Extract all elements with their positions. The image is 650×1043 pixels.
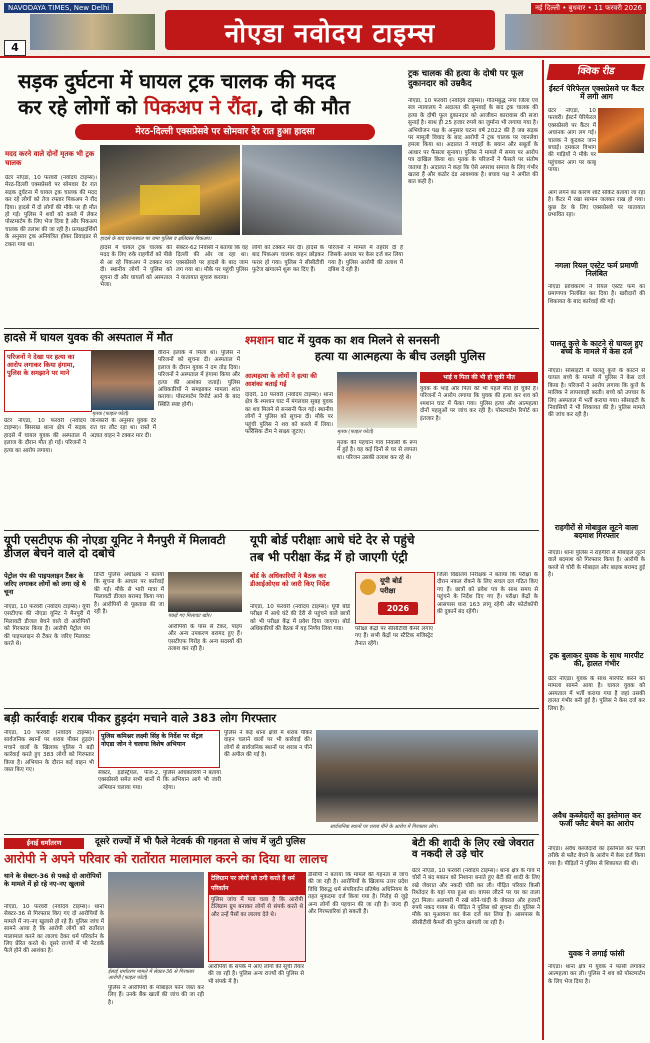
board-body-col2: परीक्षा केंद्रों पर सीसीटीवी कैमरे लगाए गए हैं। सभी केंद्रों पर स्टैटिक मजिस्ट्रेट तैनात रहेंगे। <box>355 626 433 647</box>
section-rule-2 <box>4 530 539 531</box>
page-number: 4 <box>4 40 26 56</box>
fraud-sub: थाने के सेक्टर-36 से पकड़े दो आरोपियों के मामले में हो रहे नए-नए खुलासे <box>4 872 102 888</box>
liquor-body-col2: सेक्टर, इंडस्ट्रियल, फेज-2, एक्सप्रेसवे समेत सभी थानों में अभियान चलाया गया। <box>98 770 160 791</box>
fraud-headline-top: दूसरे राज्यों में भी फैले नेटवर्क की गहनता से जांच में जुटी पुलिस <box>95 837 306 847</box>
cremation-headline: श्मशान घाट में युवक का शव मिलने से सनसनी <box>245 333 440 347</box>
section-rule-3 <box>4 708 539 709</box>
truck-story-headline: ट्रक चालक की हत्या के दोषी पर फूल दुकानदार को उम्रकैद <box>408 69 524 89</box>
quickread-item6-body: नोएडा। अवैध कब्जेदारों का इस्तेमाल कर फर्जी तरीके से फ्लैट बेचने के आरोप में केस दर्ज किया गया है। पीड़ितों ने पुलिस से शिकायत की थी। <box>548 846 645 867</box>
liquor-body-col3: पुलिस अधिकारियों ने बताया कि अभियान आगे भी जारी रहेगा। <box>163 770 221 791</box>
quickread-title: क्विक रीड <box>547 64 646 80</box>
masthead-collage-right <box>505 14 645 50</box>
stf-photo-caption: पकड़े गए मिलावट खोर। <box>168 613 212 619</box>
board-badge-line1: यूपी बोर्ड <box>380 577 402 585</box>
lead-headline-highlight: पिकअप ने रौंदा <box>143 95 257 119</box>
fraud-section-tag: ईनाई धर्मांतरण <box>4 838 84 849</box>
fraud-photo <box>108 872 204 968</box>
hospital-body-col1b: जानकारी के अनुसार युवक देर रात घर लौट रहा था। रास्ते में अज्ञात वाहन ने टक्कर मार दी। <box>90 418 156 439</box>
quickread-item3-body: नोएडा। सोसाइटी में पालतू कुत्ते के काटने से घायल बच्चे के मामले में पुलिस ने केस दर्ज किया है। परिजनों ने आरोप लगाया कि कुत्ते के मालिक ने लापरवाही बरती। बच्चे को उपचार के लिए अस्पताल में भर्ती कराया गया। सोसाइटी के निवासियों ने भी शिकायत की है। पुलिस मामले की जांच कर रही है। <box>548 368 645 419</box>
section-rule-4 <box>4 834 539 835</box>
cremation-photo <box>337 372 417 428</box>
quickread-divider <box>542 60 544 1040</box>
cremation-photo-caption: मृतक (फाइल फोटो) <box>337 429 374 435</box>
quickread-item7-head: युवक ने लगाई फांसी <box>568 949 625 958</box>
wedding-headline: बेटी की शादी के लिए रखे जेवरात व नकदी ले उड़े चोर <box>412 838 534 861</box>
liquor-body-col4: पुलिस ने कई थाना क्षेत्रों में शराब पीकर वाहन चलाने वालों पर भी कार्रवाई की। लोगों से सार्वजनिक स्थानों पर शराब न पीने की अपील की गई है। <box>224 730 312 759</box>
liquor-body-col1: नोएडा, 10 फरवरी (नवोदय टाइम्स)। सार्वजनिक स्थानों पर शराब पीकर हुड़दंग मचाने वालों के खिलाफ पुलिस ने बड़ी कार्रवाई करते हुए 383 लोगों को गिरफ्तार किया है। अभियान के दौरान कई वाहन भी जब्त किए गए। <box>4 730 94 774</box>
lead-headline-line2: कर रहे लोगों को पिकअप ने रौंदा, दो की मौत <box>18 95 351 119</box>
fraud-headline: आरोपी ने अपने परिवार को रातोंरात मालामाल करने का दिया था लालच <box>4 851 328 866</box>
liquor-photo-caption: सार्वजनिक स्थानों पर शराब पीने के आरोप में गिरफ्तार लोग। <box>330 824 438 830</box>
fraud-body-col4: डीसीपी ने बताया कि मामले की गहनता से जांच की जा रही है। आरोपियों के खिलाफ उत्तर प्रदेश विधि विरुद्ध धर्म संपरिवर्तन प्रतिषेध अधिनियम के तहत मुकदमा दर्ज किया गया है। गिरोह से जुड़े अन्य लोगों की पहचान की जा रही है। जल्द ही और गिरफ्तारियां हो सकती हैं। <box>308 872 408 916</box>
hospital-headline: हादसे में घायल युवक की अस्पताल में मौत <box>4 331 173 344</box>
hospital-body-col1: ग्रेटर नोएडा, 10 फरवरी (नवोदय टाइम्स)। बिसरख थाना क्षेत्र में सड़क हादसे में घायल युवक की अस्पताल में इलाज के दौरान मौत हो गई। परिजनों ने हत्या का आरोप लगाया। <box>4 418 86 454</box>
cremation-body-col3: युवक के भाई और पिता की भी पहले मौत हो चुकी है। परिजनों ने आरोप लगाया कि युवक की हत्या कर शव को श्मशान घाट में फेंका गया। पुलिस हत्या और आत्महत्या दोनों पहलुओं पर जांच कर रही है। पोस्टमार्टम रिपोर्ट का इंतजार है। <box>420 386 538 422</box>
board-body-col3: जिला विद्यालय निरीक्षक ने बताया कि परीक्षा के दौरान नकल रोकने के लिए सचल दल गठित किए गए हैं। छात्रों को प्रवेश पत्र के साथ समय से पहुंचने के निर्देश दिए गए हैं। परीक्षा केंद्रों के आसपास धारा 163 लागू रहेगी और फोटोकॉपी की दुकानें बंद रहेंगी। <box>437 572 538 616</box>
lead-photo-2 <box>242 145 402 235</box>
lead-photo-caption: हादसे के बाद घटनास्थल पर जमा पुलिस व क्षतिग्रस्त पिकअप। <box>100 236 212 242</box>
board-body-col1: नोएडा, 10 फरवरी (नवोदय टाइम्स)। यूपी बोर्ड परीक्षा में आधे घंटे की देरी से पहुंचने वाले छात्रों को भी परीक्षा केंद्र में प्रवेश दिया जाएगा। बोर्ड अधिकारियों की बैठक में यह निर्णय लिया गया। <box>250 604 350 633</box>
quickread-item5-body: ग्रेटर नोएडा। युवक के साथ मारपीट करने का मामला सामने आया है। घायल युवक को अस्पताल में भर्ती कराया गया है जहां उसकी हालत गंभीर बनी हुई है। पुलिस ने केस दर्ज कर लिया है। <box>548 676 645 712</box>
board-badge <box>355 572 435 624</box>
fraud-photo-caption: ईसाई धर्मांतरण मामले में सेक्टर-36 से गिरफ्तार आरोपी (फाइल फोटो) <box>108 969 194 981</box>
fraud-body-col2: पुलिस ने आरोपियों के मोबाइल फोन जब्त कर लिए हैं। उनके बैंक खातों की जांच की जा रही है। <box>108 985 204 1006</box>
quickread-item7-body: नोएडा। थाना क्षेत्र में युवक ने फांसी लगाकर आत्महत्या कर ली। पुलिस ने शव को पोस्टमार्टम के लिए भेज दिया है। <box>548 964 645 985</box>
stf-headline: यूपी एसटीएफ की नोएडा यूनिट ने मैनपुरी में मिलावटी डीजल बेचने वाले दो दबोचे <box>4 533 226 560</box>
lead-body-col5: परिजनों ने मामले में तहरीर दी है जिसके आधार पर केस दर्ज कर लिया गया है। पुलिस आरोपी की तलाश में दबिश दे रही है। <box>328 245 403 274</box>
lead-body-col3: सेक्टर-62 निवासी ने बताया कि वह दिल्ली की ओर जा रहा था। एक्सप्रेसवे पर हादसे के बाद जाम लग गया था। मौके पर पहुंची पुलिस ने यातायात सुचारु कराया। <box>176 245 248 281</box>
quickread-item3-head: पालतू कुत्ते के काटने से घायल हुए बच्चे के मामले में केस दर्ज <box>550 339 643 357</box>
fraud-box <box>208 872 306 962</box>
cremation-sidebar: आत्महत्या के लोगों ने हत्या की आशंका बताई गई <box>245 372 317 388</box>
hospital-box-text: परिजनों ने देखा पर हत्या का आरोप लगाकर किया हंगामा, पुलिस के समझाने पर माने <box>7 353 75 377</box>
hospital-photo-caption: मृतक (फाइल फोटो) <box>92 411 129 417</box>
stf-body-col1: नोएडा, 10 फरवरी (नवोदय टाइम्स)। यूपी एसटीएफ की नोएडा यूनिट ने मैनपुरी में मिलावटी डीजल बेचने वाले दो आरोपियों को गिरफ्तार किया है। आरोपी पेट्रोल पंप की पाइपलाइन से टैंकर के जरिए मिलावट करते थे। <box>4 604 90 648</box>
masthead-collage-left <box>30 14 155 50</box>
quickread-item4-head: राहगीरों से मोबाइल लूटने वाला बदमाश गिरफ्तार <box>554 523 639 541</box>
wedding-body: ग्रेटर नोएडा, 10 फरवरी (नवोदय टाइम्स)। थाना क्षेत्र के गांव में चोरों ने बंद मकान को निशाना बनाते हुए बेटी की शादी के लिए रखे जेवरात और नकदी चोरी कर ली। पीड़ित परिवार किसी रिश्तेदार के यहां गया हुआ था। वापस लौटने पर घर का ताला टूटा मिला। अलमारी में रखे सोने-चांदी के जेवरात और हजारों रुपये नकद गायब थे। पीड़ित ने पुलिस को सूचना दी। पुलिस ने मौके का मुआयना कर केस दर्ज कर लिया है। आसपास के सीसीटीवी कैमरों की फुटेज खंगाली जा रही है। <box>412 868 540 926</box>
liquor-box <box>98 730 220 768</box>
lead-photo <box>100 145 240 235</box>
hospital-box <box>4 350 92 412</box>
lead-body-col2: हादसे में घायल ट्रक चालक की मदद के लिए रुके राहगीरों को पीछे से आ रहे पिकअप ने टक्कर मार दी। स्थानीय लोगों ने पुलिस को सूचना दी और घायलों को अस्पताल भेजा। <box>100 245 172 289</box>
date-line: नई दिल्ली • बुधवार • 11 फरवरी 2026 <box>531 3 646 14</box>
cremation-tag: भाई व पिता की भी हो चुकी मौत <box>420 372 538 383</box>
stf-body-col3: आरोपियों के पास से टैंकर, पाइप और अन्य उपकरण बरामद हुए हैं। एसटीएफ गिरोह के अन्य सदस्यों की तलाश कर रही है। <box>168 624 242 653</box>
stf-photo <box>168 572 242 612</box>
section-rule <box>4 328 539 329</box>
fraud-body-col1: नोएडा, 10 फरवरी (नवोदय टाइम्स)। थाना सेक्टर-36 से गिरफ्तार किए गए दो आरोपियों के मामले में नए-नए खुलासे हो रहे हैं। पुलिस जांच में सामने आया है कि आरोपी लोगों को रातोंरात मालामाल करने का लालच देकर धर्म परिवर्तन के लिए प्रेरित करते थे। दूसरे राज्यों में भी नेटवर्क फैले होने की आशंका है। <box>4 904 104 955</box>
quickread-item1-head: ईस्टर्न पेरिफेरल एक्सप्रेसवे पर कैंटर में लगी आग <box>549 84 644 102</box>
truck-story-body: नोएडा, 10 फरवरी (नवोदय टाइम्स)। गौतमबुद्ध नगर जिला एवं सत्र न्यायालय ने अदालत की सुनवाई के बाद ट्रक चालक की हत्या के दोषी फूल दुकानदार को आजीवन कारावास की सजा सुनाई है। साथ ही 25 हजार रुपये का जुर्माना भी लगाया गया है। अभियोजन पक्ष के अनुसार घटना वर्ष 2022 की है जब सड़क पर मामूली विवाद के बाद आरोपी ने ट्रक चालक पर जानलेवा हमला किया था। अदालत ने गवाहों के बयान और सबूतों के आधार पर फैसला सुनाया। पुलिस ने मामले में समय पर आरोप पत्र दाखिल किया था। मृतक के परिजनों ने फैसले पर संतोष जताया है। अदालत ने कहा कि ऐसे अपराध समाज के लिए गंभीर खतरा हैं और कठोर दंड आवश्यक है। बचाव पक्ष ने अपील की बात कही है। <box>408 98 538 186</box>
quickread-item2-head: नगला रियल एस्टेट फर्म प्रमाणी निलंबित <box>554 261 639 279</box>
quickread-fire-photo <box>598 108 644 153</box>
lead-body-col4: लोगों को टक्कर मार दी। हादसे के बाद पिकअप चालक वाहन छोड़कर फरार हो गया। पुलिस ने सीसीटीवी फुटेज खंगालने शुरू कर दिए हैं। <box>252 245 324 274</box>
lead-body-col1: ग्रेटर नोएडा, 10 फरवरी (नवोदय टाइम्स)। मेरठ-दिल्ली एक्सप्रेसवे पर सोमवार देर रात सड़क दुर्घटना में घायल ट्रक चालक की मदद कर रहे लोगों को तेज रफ्तार पिकअप ने रौंद दिया। हादसे में दो लोगों की मौके पर ही मौत हो गई। पुलिस ने शवों को कब्जे में लेकर पोस्टमार्टम के लिए भेज दिया है और पिकअप चालक की तलाश की जा रही है। प्रत्यक्षदर्शियों के अनुसार ट्रक अनियंत्रित होकर डिवाइडर से टकरा गया था। <box>5 175 97 248</box>
lead-side-head: मदद करने वाले दोनों मृतक भी ट्रक चालक <box>5 150 95 167</box>
lead-strap: मेरठ-दिल्ली एक्सप्रेसवे पर सोमवार देर रात हुआ हादसा <box>75 124 375 140</box>
hospital-photo <box>92 350 154 410</box>
liquor-photo <box>316 730 538 822</box>
cremation-headline-line2: हत्या या आत्महत्या के बीच उलझी पुलिस <box>314 349 486 363</box>
liquor-headline: बड़ी कार्रवाईः शराब पीकर हुड़दंग मचाने वाले 383 लोग गिरफ्तार <box>4 711 277 725</box>
quickread-item4-body: नोएडा। थाना पुलिस ने राहगीरों से मोबाइल लूटने वाले बदमाश को गिरफ्तार किया है। आरोपी के कब्जे से चोरी के मोबाइल और बाइक बरामद हुई है। <box>548 550 645 579</box>
quickread-item6-head: अवैध कब्जेदारों का इस्तेमाल कर फर्जी फ्लैट बेचने का आरोप <box>552 811 641 829</box>
newspaper-logo: नोएडा नवोदय टाइम्स <box>224 19 436 49</box>
stf-body-col2: डिप्टी पुलिस अधीक्षक ने बताया कि सूचना के आधार पर कार्रवाई की गई। मौके से भारी मात्रा में मिलावटी डीजल बरामद किया गया है। आरोपियों से पूछताछ की जा रही है। <box>94 572 164 616</box>
fraud-box-title: टेलिग्राम पर लोगों को ठगी करते हैं धर्म परिवर्तन <box>209 873 305 895</box>
liquor-box-text: पुलिस कमिश्नर लक्ष्मी सिंह के निर्देश पर सेंट्रल नोएडा जोन ने चलाया विशेष अभियान <box>101 733 203 748</box>
up-board-emblem-icon <box>360 579 376 595</box>
stf-sub: पेट्रोल पंप की पाइपलाइन टैंकर के जरिए लगाकर लोगों को लगा रहे थे चूना <box>4 572 86 596</box>
board-sub: बोर्ड के अधिकारियों ने बैठक कर डीआईओएस को जारी किए निर्देश <box>250 572 330 588</box>
edition-tag: NAVODAYA TIMES, New Delhi <box>4 3 113 13</box>
fraud-box-body: पुलिस जांच में पता चला है कि आरोपी टेलिग्राम ग्रुप बनाकर लोगों से संपर्क करते थे और उन्हें पैसों का लालच देते थे। <box>211 897 303 918</box>
quickread-item1-body-b: आग लगने का कारण शॉर्ट सर्किट बताया जा रहा है। कैंटर में रखा सामान जलकर राख हो गया। कुछ देर के लिए एक्सप्रेसवे पर यातायात प्रभावित रहा। <box>548 190 645 219</box>
pickup-vehicle-shape <box>140 185 200 215</box>
quickread-item2-body: नोएडा प्राधिकरण ने रियल एस्टेट फर्म का प्रमाणपत्र निलंबित कर दिया है। खरीदारों की शिकायत के बाद कार्रवाई की गई। <box>548 284 645 305</box>
board-badge-year: 2026 <box>378 602 418 615</box>
quickread-item1-body-a: ग्रेटर नोएडा, 10 फरवरी। ईस्टर्न पेरिफेरल एक्सप्रेसवे पर कैंटर में अचानक आग लग गई। चालक ने कूदकर जान बचाई। दमकल विभाग की गाड़ियों ने मौके पर पहुंचकर आग पर काबू पाया। <box>548 108 596 174</box>
cremation-body-col1: दादरी, 10 फरवरी (नवोदय टाइम्स)। थाना क्षेत्र के श्मशान घाट में मंगलवार सुबह युवक का शव मिलने से सनसनी फैल गई। स्थानीय लोगों ने पुलिस को सूचना दी। मौके पर पहुंची पुलिस ने शव को कब्जे में लिया। फॉरेंसिक टीम ने साक्ष्य जुटाए। <box>245 392 333 436</box>
hospital-body-col2: वीरान इलाके में मिला था। पुलिस ने परिजनों को सूचना दी। अस्पताल में इलाज के दौरान युवक ने दम तोड़ दिया। परिजनों ने अस्पताल में हंगामा किया और हत्या की आशंका जताई। पुलिस अधिकारियों ने समझाकर मामला शांत कराया। पोस्टमार्टम रिपोर्ट आने के बाद स्थिति स्पष्ट होगी। <box>158 350 240 408</box>
board-headline-line2: तब भी परीक्षा केंद्र में हो जाएगी एंट्री <box>250 550 408 564</box>
lead-headline-line1: सड़क दुर्घटना में घायल ट्रक चालक की मदद <box>18 69 336 93</box>
fraud-body-col3: आरोपियों के संपर्क में आए लोगों की सूची तैयार की जा रही है। पुलिस अन्य राज्यों की पुलिस से भी संपर्क में है। <box>208 964 304 985</box>
board-badge-line2: परीक्षा <box>380 587 396 595</box>
quickread-item5-head: ट्रक बुलाकर युवक के साथ मारपीट की, हालत गंभीर <box>549 651 644 669</box>
cremation-body-col2: मृतक की पहचान गांव निवासी के रूप में हुई है। वह कई दिनों से घर से लापता था। परिजन उसकी तलाश कर रहे थे। <box>337 440 417 461</box>
board-headline-line1: यूपी बोर्ड परीक्षाः आधे घंटे देर से पहुंचे <box>250 533 415 547</box>
